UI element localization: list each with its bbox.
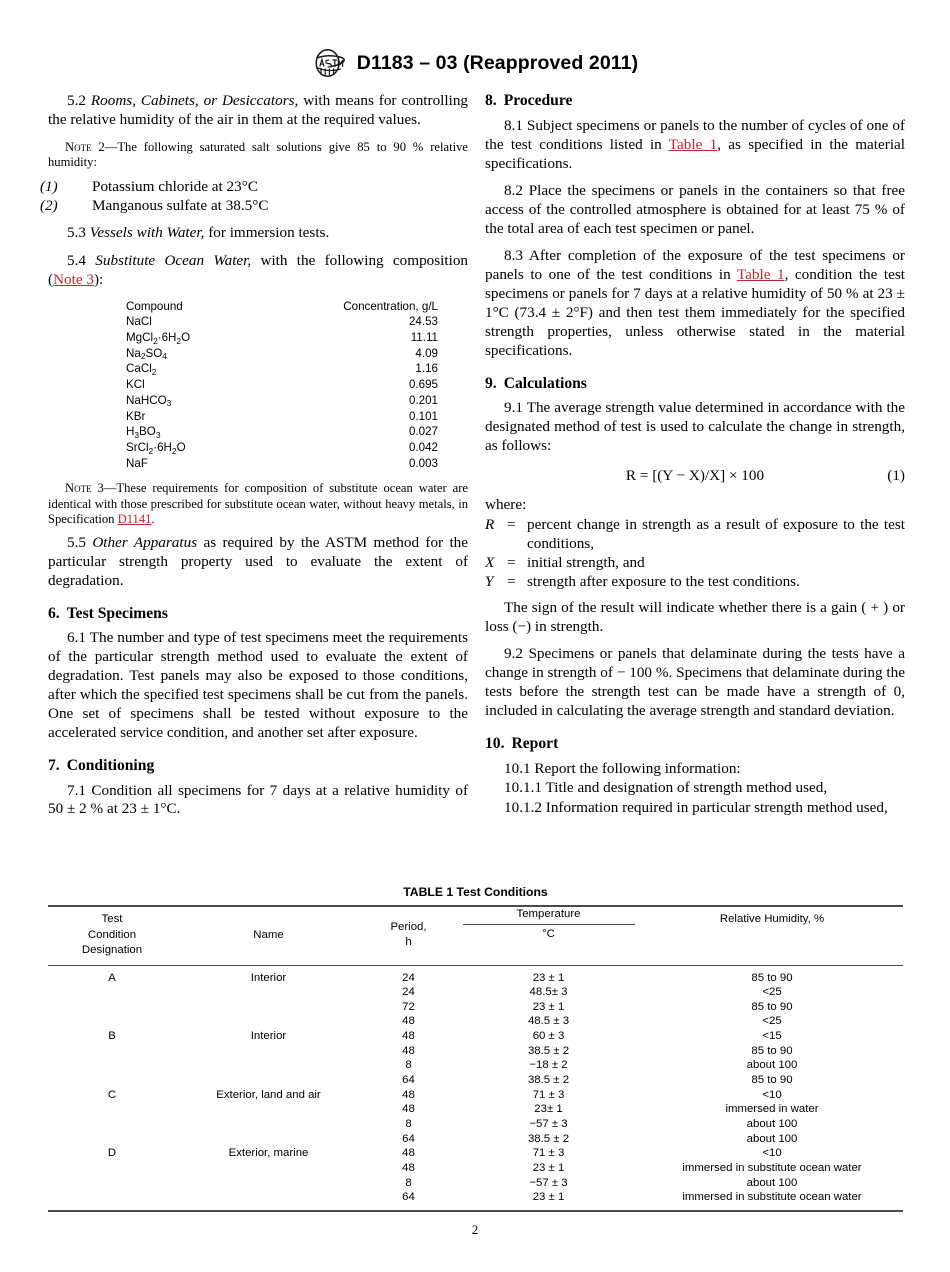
cell-humidity: about 100: [746, 1132, 798, 1145]
definition-row: [485, 516, 905, 554]
header-line: Condition: [87, 928, 137, 941]
header-compound: Compound: [126, 299, 183, 313]
variable-symbol: Y: [485, 572, 494, 590]
paragraph-body-before: After completion of the exposure of the test specimens or panels to one of the test conditions in: [485, 247, 905, 284]
equation-expression: R = [(Y − X)/X] × 100: [625, 467, 765, 485]
variable-definition: percent change in strength as a result of exposure to the test conditions,: [527, 516, 905, 552]
cell-designation: C: [107, 1088, 117, 1101]
cell-designation: [48, 1176, 176, 1191]
cell-designation: [48, 1161, 176, 1176]
compound-value: 0.695: [408, 378, 438, 392]
paragraph-7-1: [48, 782, 468, 820]
paragraph-body-after: , condition the test specimens or panels for 7 days at a relative humidity of 50 % at 23 ± 1°C (73.4 ± 2°F) and then test them immediately for the specified strength properties, unless otherwise stated in the material specifications.: [485, 266, 905, 359]
cell-humidity: immersed in substitute ocean water: [682, 1191, 862, 1204]
equals-sign: =: [507, 516, 516, 534]
cell-name: [176, 1102, 361, 1117]
cell-temperature: 48.5 ± 3: [527, 1015, 570, 1028]
spec-d1141-link[interactable]: D1141: [117, 512, 152, 527]
cell-temperature: −57 ± 3: [529, 1176, 568, 1189]
cell-designation: [48, 1073, 176, 1088]
cell-temperature: −57 ± 3: [529, 1118, 568, 1131]
compound-name: $Na_2SO_4$: [126, 346, 167, 362]
table-row: [126, 346, 456, 362]
compound-value: 0.003: [408, 456, 438, 470]
section-number: 10.: [485, 734, 505, 752]
paragraph-number: 8.1: [504, 116, 523, 134]
cell-temperature: 38.5 ± 2: [527, 1044, 570, 1057]
compound-value: 1.16: [415, 362, 438, 376]
note-item: [40, 196, 468, 215]
cell-designation: [48, 985, 176, 1000]
cell-designation: [48, 1190, 176, 1211]
cell-humidity: 85 to 90: [751, 1044, 793, 1057]
cell-period: 48: [402, 1030, 415, 1043]
table-row: [48, 1073, 903, 1088]
definition-row: [485, 554, 905, 573]
compound-value: 4.09: [415, 346, 438, 360]
table-row: [48, 1161, 903, 1176]
paragraph-body-before: with the following composition (: [48, 251, 469, 288]
cell-name: [176, 1058, 361, 1073]
astm-logo-icon: [312, 48, 348, 78]
table-row: [48, 1146, 903, 1161]
table-1-caption: TABLE 1 Test Conditions: [403, 885, 548, 899]
cell-name: [176, 1044, 361, 1059]
compound-name: $H_3BO_3$: [126, 425, 161, 440]
table-row: [48, 1000, 903, 1015]
header-relative-humidity: Relative Humidity, %: [719, 913, 825, 925]
cell-humidity: about 100: [746, 1176, 798, 1189]
table-1-link[interactable]: Table 1: [668, 135, 718, 153]
header-temperature-label: Temperature: [463, 907, 635, 925]
cell-humidity: about 100: [746, 1059, 798, 1072]
cell-designation: [48, 1014, 176, 1029]
cell-name: [176, 1000, 361, 1015]
section-number: 9.: [485, 374, 497, 392]
section-heading-8: [485, 92, 905, 111]
cell-period: 24: [402, 986, 415, 999]
section-heading-10: [485, 735, 905, 754]
note-text-after: .: [151, 512, 155, 527]
table-row: [48, 1058, 903, 1073]
paragraph-body: with means for controlling the relative humidity of the air in them at the required values.: [48, 92, 469, 128]
cell-temperature: 23± 1: [534, 1103, 563, 1116]
paragraph-number: 8.2: [504, 181, 523, 199]
note-text-before: —These requirements for composition of substitute ocean water are identical with those prescribed for substitute ocean water, without heavy metals, in Specification: [48, 481, 468, 527]
compound-value: 0.027: [408, 425, 438, 439]
table-row: [126, 456, 456, 472]
note-item-text: Potassium chloride at 23°C: [92, 177, 258, 195]
compound-value: 24.53: [408, 315, 438, 329]
cell-period: 64: [402, 1074, 415, 1087]
table-1-link[interactable]: Table 1: [736, 266, 785, 284]
paragraph-10-1-2: [485, 799, 905, 818]
cell-designation: [48, 1058, 176, 1073]
paragraph-body: Condition all specimens for 7 days at a relative humidity of 50 ± 2 % at 23 ± 1°C.: [48, 781, 468, 818]
cell-name: [176, 1117, 361, 1132]
cell-temperature: 60 ± 3: [532, 1030, 565, 1043]
cell-humidity: 85 to 90: [751, 971, 793, 984]
paragraph-8-3: [485, 247, 905, 361]
paragraph-title: Substitute Ocean Water,: [95, 251, 252, 269]
note-number: 3: [97, 481, 104, 496]
paragraph-title: Other Apparatus: [92, 533, 198, 551]
table-row: [48, 1044, 903, 1059]
cell-name: Exterior, land and air: [216, 1088, 321, 1101]
table-row: [126, 440, 456, 456]
cell-temperature: 38.5 ± 2: [527, 1074, 570, 1087]
header-line: Test: [101, 913, 123, 925]
header-line: h: [405, 936, 412, 949]
paragraph-8-1: [485, 117, 905, 174]
paragraph-body: The number and type of test specimens meet the requirements of the particular strength method used to evaluate the extent of degradation. Test panels may also be exposed to those conditions, after which the specified test specimens shall be cut from the panels. One set of specimens shall be tested without exposure to the accelerated service condition, and another set after exposure.: [48, 629, 468, 741]
table-row: [126, 409, 456, 425]
paragraph-title: Vessels with Water,: [89, 224, 205, 242]
equation-1: [485, 467, 905, 486]
compound-value: 0.042: [408, 441, 438, 454]
table-header-row: [126, 299, 456, 315]
cell-temperature: −18 ± 2: [529, 1059, 568, 1072]
cell-humidity: <10: [762, 1088, 782, 1101]
paragraph-body-before: Subject specimens or panels to the number of cycles of one of the test conditions listed in: [485, 116, 906, 153]
section-title: Conditioning: [66, 756, 155, 774]
cell-designation: [48, 1000, 176, 1015]
compound-name: $SrCl_2\cdot 6H_2O$: [126, 441, 186, 456]
right-column: [485, 92, 905, 818]
paragraph-body: Title and designation of strength method used,: [545, 779, 828, 797]
compound-name: NaF: [126, 456, 148, 470]
equation-number: (1): [887, 467, 905, 485]
cell-period: 8: [405, 1059, 412, 1072]
paragraph-number: 8.3: [504, 247, 523, 265]
note-3: [48, 481, 468, 527]
cell-name: [176, 1161, 361, 1176]
table-bottom-rule: [48, 1211, 903, 1212]
variable-definitions: [485, 516, 905, 592]
section-number: 6.: [48, 604, 60, 622]
table-row: [48, 1190, 903, 1211]
paragraph-body: Information required in particular strength method used,: [545, 799, 888, 817]
cell-name: Interior: [250, 971, 287, 984]
cell-name: Interior: [250, 1030, 287, 1043]
compound-name: NaCl: [126, 315, 152, 329]
cell-designation: [48, 1117, 176, 1132]
variable-symbol: X: [485, 553, 495, 571]
cell-name: [176, 1073, 361, 1088]
paragraph-9-2: [485, 645, 905, 721]
cell-humidity: about 100: [746, 1118, 798, 1131]
cell-humidity: <15: [762, 1030, 782, 1043]
paragraph-number: 9.1: [504, 399, 523, 417]
cell-temperature: 23 ± 1: [532, 971, 565, 984]
cell-temperature: 38.5 ± 2: [527, 1132, 570, 1145]
header-temperature: [456, 906, 641, 965]
table-1-container: [48, 885, 903, 1212]
paragraph-number: 9.2: [504, 645, 523, 663]
table-row: [126, 330, 456, 346]
paragraph-body-after: ):: [93, 270, 104, 288]
paragraph-number: 5.4: [67, 251, 86, 269]
cell-temperature: 48.5± 3: [529, 986, 568, 999]
table-row: [126, 377, 456, 393]
cell-period: 48: [402, 1162, 415, 1175]
section-number: 7.: [48, 756, 60, 774]
cell-period: 8: [405, 1118, 412, 1131]
cell-temperature: 23 ± 1: [532, 1191, 565, 1204]
cell-name: [176, 1132, 361, 1147]
header-designation: [48, 906, 176, 965]
note-label: Note: [65, 481, 92, 496]
paragraph-number: 7.1: [67, 781, 86, 799]
note-item-marker: (1): [40, 177, 58, 195]
composition-table: [126, 299, 456, 472]
paragraph-number: 5.5: [67, 533, 86, 551]
note-item-marker: (2): [40, 197, 58, 215]
cell-period: 8: [405, 1176, 412, 1189]
cell-period: 48: [402, 1015, 415, 1028]
cell-designation: D: [107, 1147, 117, 1160]
header-line: Designation: [81, 944, 143, 956]
section-heading-7: [48, 757, 468, 776]
variable-definition: strength after exposure to the test conditions.: [527, 572, 800, 590]
sign-note: The sign of the result will indicate whether there is a gain ( + ) or loss (−) in strength.: [485, 598, 905, 635]
table-row: [48, 985, 903, 1000]
paragraph-10-1-1: [485, 779, 905, 798]
paragraph-10-1: [485, 760, 905, 779]
cell-period: 64: [402, 1191, 415, 1204]
paragraph-body: Report the following information:: [534, 759, 741, 777]
cell-designation: [48, 1044, 176, 1059]
section-title: Report: [511, 734, 559, 752]
paragraph-5-5: [48, 534, 468, 591]
table-row: [48, 1132, 903, 1147]
table-1: [48, 905, 903, 1212]
paragraph-6-1: [48, 629, 468, 743]
note-number: 2: [98, 139, 105, 154]
cell-temperature: 71 ± 3: [532, 1088, 565, 1101]
note-label: Note: [65, 139, 92, 154]
note-text: —The following saturated salt solutions give 85 to 90 % relative humidity:: [48, 139, 468, 170]
paragraph-body-after: , as specified in the material specifications.: [485, 135, 905, 172]
cell-humidity: 85 to 90: [751, 1074, 793, 1087]
cell-humidity: immersed in water: [725, 1103, 819, 1116]
page-header: [0, 48, 950, 78]
cell-humidity: <10: [762, 1147, 782, 1160]
cell-designation: [48, 1132, 176, 1147]
where-label: where:: [485, 496, 527, 514]
cell-period: 24: [402, 971, 415, 984]
header-temperature-unit: °C: [542, 928, 555, 940]
paragraph-5-4: [48, 252, 468, 290]
compound-value: 0.101: [408, 409, 438, 423]
paragraph-title: Rooms, Cabinets, or Desiccators,: [90, 92, 299, 109]
equals-sign: =: [507, 572, 516, 590]
cell-humidity: <25: [762, 1015, 782, 1028]
table-row: [48, 1102, 903, 1117]
cell-temperature: 23 ± 1: [532, 1000, 565, 1013]
header-concentration: Concentration, g/L: [343, 299, 438, 313]
cell-designation: A: [108, 971, 116, 984]
paragraph-number: 5.3: [67, 224, 86, 242]
cell-name: [176, 1014, 361, 1029]
paragraph-body: Specimens or panels that delaminate during the tests have a change in strength of − 100 %. Specimens that delaminate during the tests before the strength test can be made have a strength of 0, included in calculating the average strength and standard deviation.: [485, 645, 906, 719]
cell-temperature: 23 ± 1: [532, 1162, 565, 1175]
cell-humidity: immersed in substitute ocean water: [682, 1162, 862, 1175]
note-2-items: [40, 177, 468, 216]
paragraph-number: 5.2: [67, 92, 86, 109]
table-row: [126, 314, 456, 330]
note-item-text: Manganous sulfate at 38.5°C: [92, 197, 269, 215]
equals-sign: =: [507, 553, 516, 571]
note-3-link[interactable]: Note 3: [53, 270, 94, 288]
cell-period: 48: [402, 1103, 415, 1116]
paragraph-body: for immersion tests.: [208, 224, 330, 242]
table-row: [48, 1014, 903, 1029]
cell-designation: B: [108, 1030, 116, 1043]
table-row: [48, 1117, 903, 1132]
cell-name: Exterior, marine: [228, 1147, 309, 1160]
left-column: [40, 92, 469, 819]
page-title: D1183 – 03 (Reapproved 2011): [356, 51, 639, 74]
section-title: Procedure: [503, 92, 573, 109]
cell-name: [176, 985, 361, 1000]
cell-name: [176, 1176, 361, 1191]
paragraph-number: 10.1: [504, 759, 531, 777]
table-row: [48, 1176, 903, 1191]
paragraph-body: The average strength value determined in accordance with the designated method of test is used to calculate the change in strength, as follows:: [485, 399, 906, 455]
cell-humidity: 85 to 90: [751, 1000, 793, 1013]
cell-period: 48: [402, 1147, 415, 1160]
definition-row: [485, 573, 905, 592]
section-title: Test Specimens: [66, 604, 168, 622]
variable-definition: initial strength, and: [527, 553, 645, 571]
table-row: [48, 1029, 903, 1044]
paragraph-body: Place the specimens or panels in the containers so that free access of the controlled atmosphere is obtained for at least 75 % of the total area of each test specimen or panel.: [485, 181, 906, 237]
table-row: [126, 393, 456, 409]
paragraph-body: as required by the ASTM method for the particular strength property used to evaluate the extent of degradation.: [48, 533, 469, 589]
note-item: [40, 177, 468, 196]
compound-value: 11.11: [410, 331, 438, 345]
compound-name: CaCl$_2$: [126, 362, 157, 377]
cell-designation: [48, 1102, 176, 1117]
section-heading-9: [485, 375, 905, 394]
table-row: [126, 424, 456, 440]
paragraph-number: 10.1.2: [504, 799, 542, 817]
section-number: 8.: [485, 92, 497, 109]
header-name: Name: [253, 928, 284, 941]
paragraph-5-2: [48, 92, 468, 130]
cell-period: 48: [402, 1044, 415, 1057]
page-number: 2: [471, 1222, 479, 1237]
compound-name: KCl: [126, 378, 145, 392]
compound-name: KBr: [126, 409, 146, 423]
header-line: Period,: [390, 920, 427, 933]
paragraph-number: 10.1.1: [504, 779, 542, 797]
table-header-row: [48, 906, 903, 965]
paragraph-number: 6.1: [67, 629, 86, 647]
cell-temperature: 71 ± 3: [532, 1147, 565, 1160]
cell-period: 48: [402, 1088, 415, 1101]
section-heading-6: [48, 605, 468, 624]
section-title: Calculations: [503, 374, 587, 392]
compound-name: NaHCO$_3$: [126, 393, 172, 409]
table-row: [48, 1088, 903, 1103]
cell-period: 64: [402, 1132, 415, 1145]
compound-value: 0.201: [408, 393, 438, 407]
paragraph-5-3: [48, 224, 468, 243]
note-2: [48, 140, 468, 171]
table-row: [48, 965, 903, 985]
cell-humidity: <25: [762, 986, 782, 999]
compound-name: $MgCl_2\cdot 6H_2O$: [126, 331, 191, 346]
paragraph-8-2: [485, 182, 905, 239]
table-row: [126, 361, 456, 377]
paragraph-9-1: [485, 399, 905, 456]
header-period: [361, 906, 456, 965]
cell-period: 72: [402, 1000, 415, 1013]
cell-name: [176, 1190, 361, 1211]
variable-symbol: R: [485, 516, 495, 534]
